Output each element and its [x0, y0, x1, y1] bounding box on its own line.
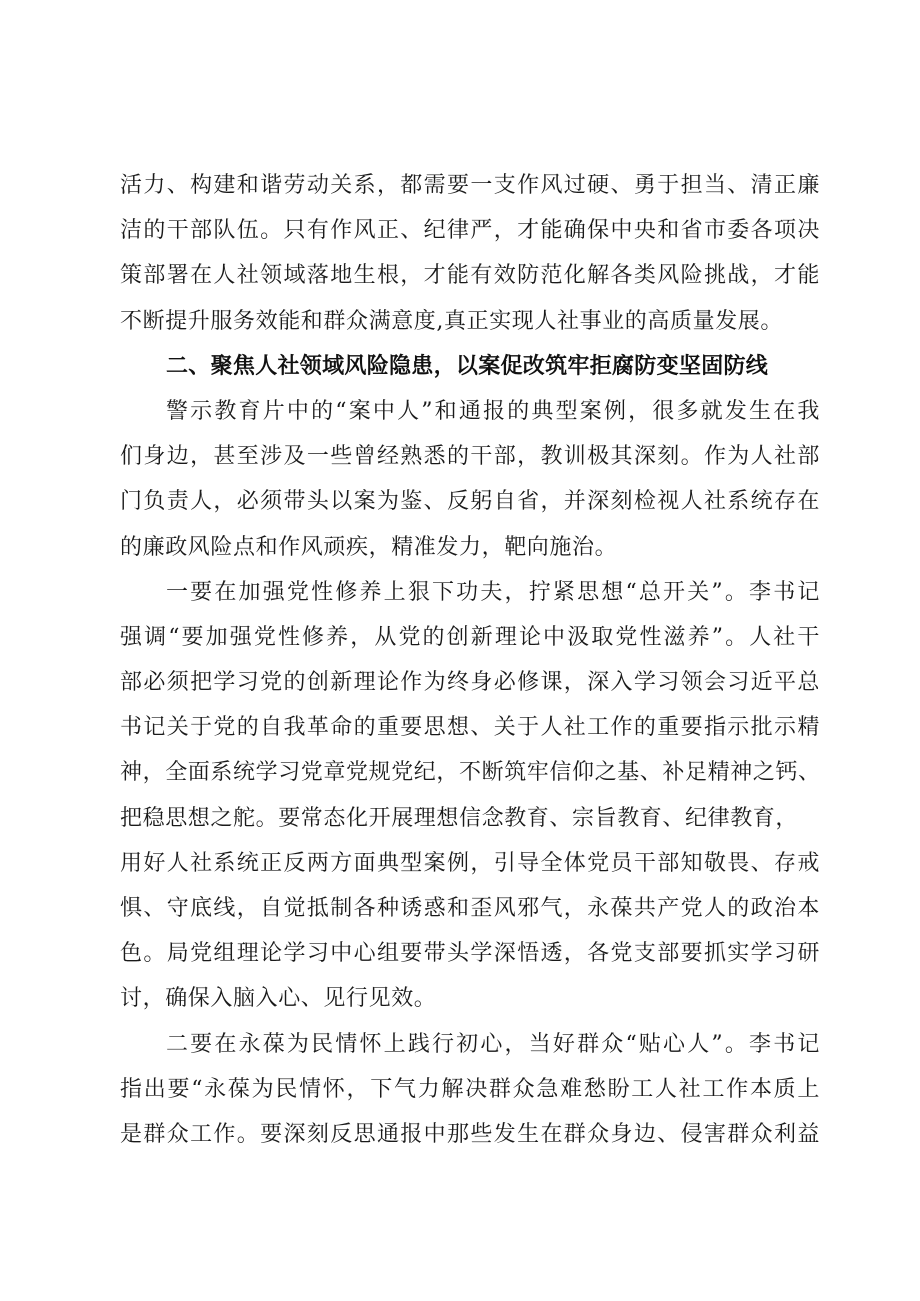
section-heading: 二、聚焦人社领域风险隐患，以案促改筑牢拒腐防变坚固防线 [166, 353, 769, 379]
paragraph [120, 163, 820, 344]
text-line: 的廉政风险点和作风顽疾，精准发力，靶向施治。 [120, 534, 618, 560]
text-line: 讨，确保入脑入心、见行见效。 [120, 986, 437, 1012]
text-line: 惧、守底线，自觉抵制各种诱惑和歪风邪气，永葆共产党人的政治本 [120, 896, 820, 921]
paragraph [120, 389, 820, 570]
text-line: 策部署在人社领域落地生根，才能有效防范化解各类风险挑战，才能 [120, 263, 820, 289]
text-line: 用好人社系统正反两方面典型案例，引导全体党员干部知敬畏、存戒 [120, 850, 820, 876]
text-line: 部必须把学习党的创新理论作为终身必修课，深入学习领会习近平总 [120, 670, 820, 696]
text-line: 洁的干部队伍。只有作风正、纪律严，才能确保中央和省市委各项决 [120, 218, 820, 244]
text-line: 强调“要加强党性修养，从党的创新理论中汲取党性滋养”。人社干 [120, 624, 820, 650]
text-line: 是群众工作。要深刻反思通报中那些发生在群众身边、侵害群众利益 [120, 1121, 820, 1147]
document-body [120, 163, 820, 1157]
text-line: 把稳思想之舵。要常态化开展理想信念教育、宗旨教育、纪律教育， [120, 805, 799, 831]
text-line: 书记关于党的自我革命的重要思想、关于人社工作的重要指示批示精 [120, 715, 820, 741]
text-line: 门负责人，必须带头以案为鉴、反躬自省，并深刻检视人社系统存在 [120, 489, 820, 515]
text-line: 色。局党组理论学习中心组要带头学深悟透，各党支部要抓实学习研 [120, 941, 820, 967]
text-line: 警示教育片中的“案中人”和通报的典型案例，很多就发生在我 [166, 398, 820, 424]
text-line: 神，全面系统学习党章党规党纪，不断筑牢信仰之基、补足精神之钙、 [120, 760, 821, 786]
text-line: 活力、构建和谐劳动关系，都需要一支作风过硬、勇于担当、清正廉 [120, 173, 820, 198]
paragraph [120, 1022, 820, 1158]
text-line: 二要在永葆为民情怀上践行初心，当好群众“贴心人”。李书记 [166, 1031, 820, 1057]
paragraph [120, 570, 820, 1022]
text-line: 指出要“永葆为民情怀，下气力解决群众急难愁盼工人社工作本质上 [120, 1076, 820, 1102]
text-line: 们身边，甚至涉及一些曾经熟悉的干部，教训极其深刻。作为人社部 [120, 444, 820, 470]
text-line: 不断提升服务效能和群众满意度,真正实现人社事业的高质量发展。 [120, 308, 783, 334]
text-line: 一要在加强党性修养上狠下功夫，拧紧思想“总开关”。李书记 [166, 579, 820, 605]
